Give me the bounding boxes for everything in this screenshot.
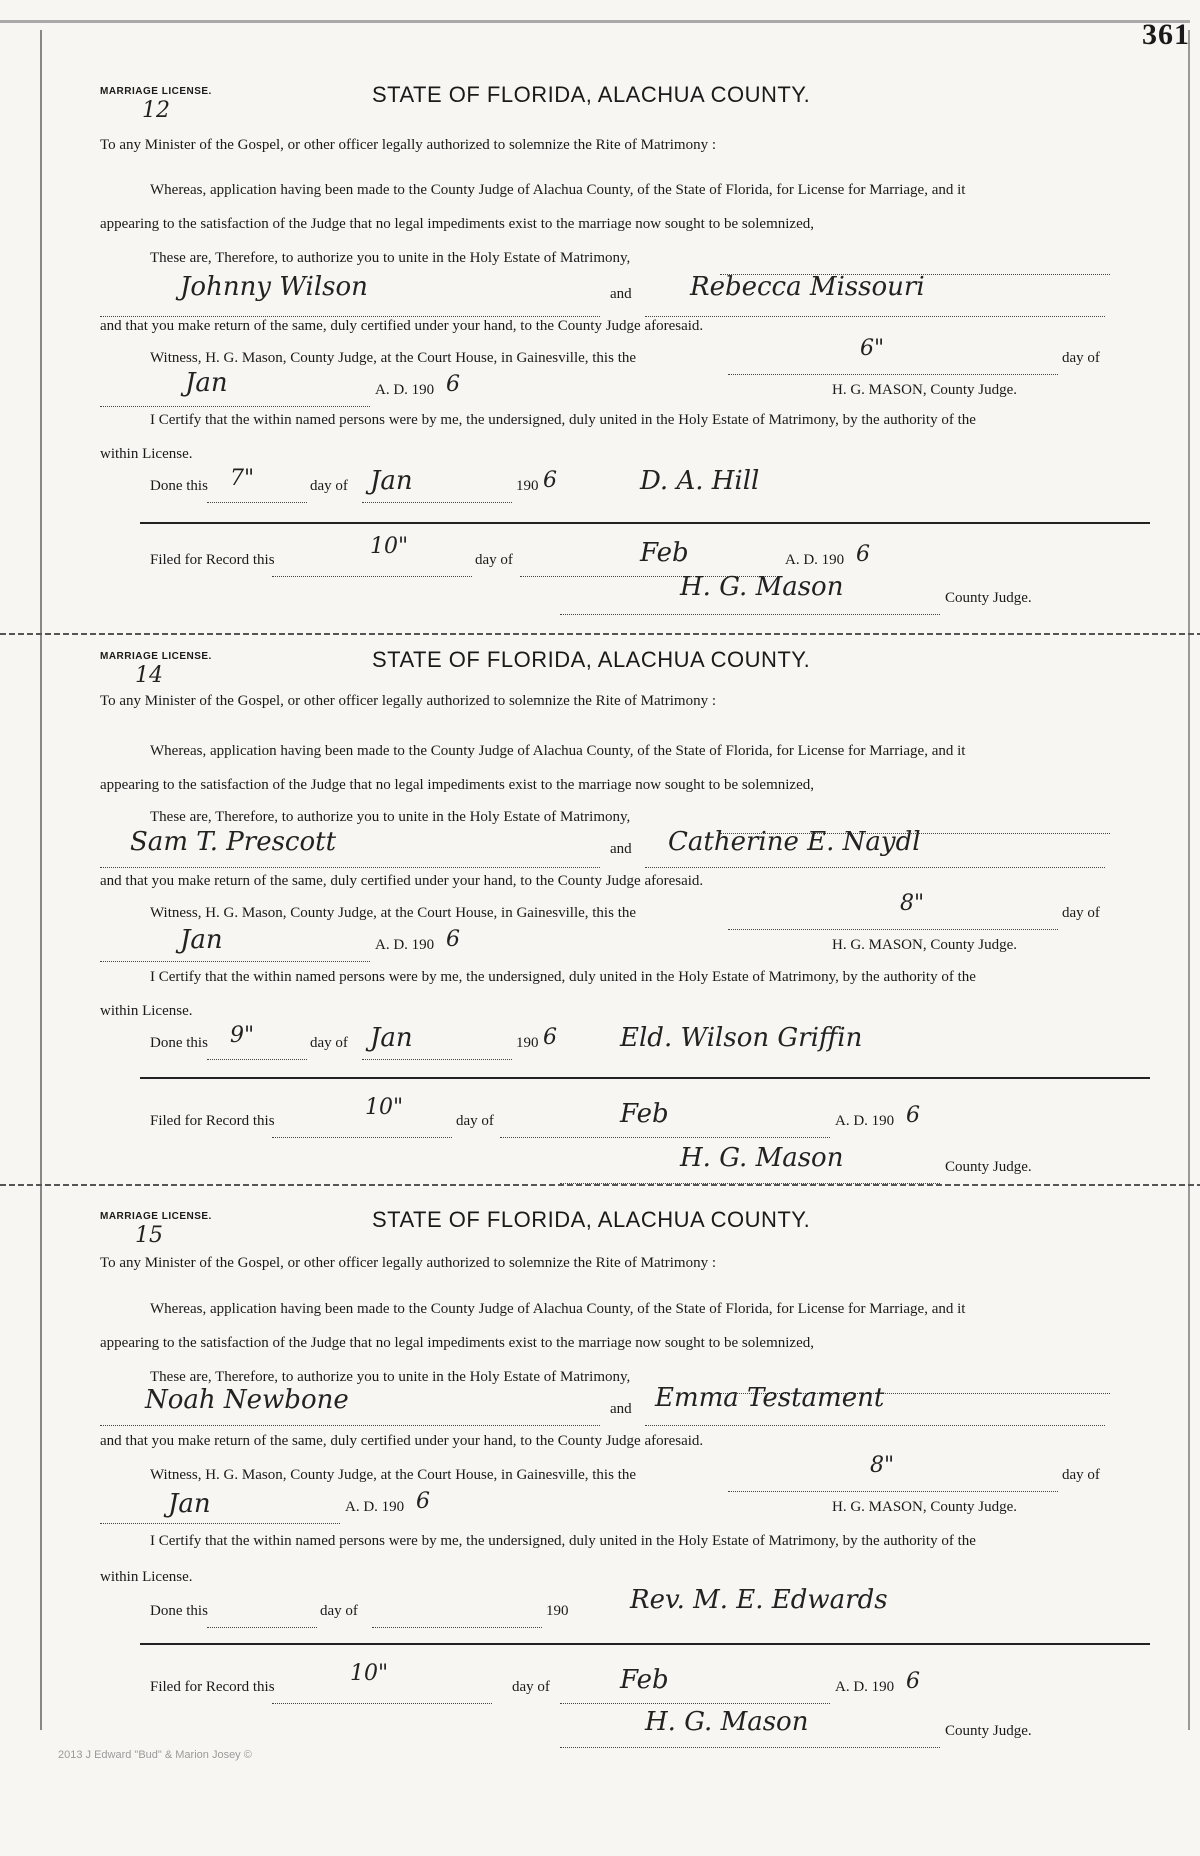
dotted-line	[207, 1058, 307, 1060]
scan-edge-top	[0, 20, 1190, 23]
to-any-minister: To any Minister of the Gospel, or other officer legally authorized to solemnize the Rite of Matrimony :	[100, 1255, 717, 1271]
day-of-text: day of	[1062, 350, 1100, 366]
ad-text: A. D. 190	[375, 382, 435, 398]
return-text: and that you make return of the same, duly certified under your hand, to the County Judge aforesaid.	[100, 1433, 704, 1449]
filed-day: 10"	[365, 1095, 404, 1120]
officiant-signature: Rev. M. E. Edwards	[630, 1585, 888, 1615]
dotted-line	[560, 1702, 830, 1704]
within-license-text: within License.	[100, 446, 193, 462]
dotted-line	[207, 1626, 317, 1628]
county-judge-text: County Judge.	[945, 590, 1032, 606]
license-label: MARRIAGE LICENSE.	[100, 1211, 212, 1222]
groom-name: Noah Newbone	[145, 1385, 349, 1415]
dotted-line	[100, 315, 600, 317]
done-day-of-text: day of	[310, 478, 348, 494]
and-text: and	[610, 286, 632, 302]
dotted-line	[645, 866, 1105, 868]
filed-day-of-text: day of	[512, 1679, 550, 1695]
certify-text: I Certify that the within named persons were by me, the undersigned, duly united in the Holy Estate of Matrimony, by the authority of the	[150, 969, 976, 985]
filed-month: Feb	[620, 1665, 669, 1695]
filed-year: 6	[856, 542, 870, 567]
dotted-line	[100, 1424, 600, 1426]
dotted-line	[100, 1522, 340, 1524]
done-this-text: Done this	[150, 1603, 208, 1619]
done-this-text: Done this	[150, 1035, 208, 1051]
dotted-line	[100, 960, 370, 962]
witness-text: Witness, H. G. Mason, County Judge, at the Court House, in Gainesville, this the	[150, 350, 637, 366]
witness-text: Witness, H. G. Mason, County Judge, at the Court House, in Gainesville, this the	[150, 1467, 637, 1483]
return-text: and that you make return of the same, duly certified under your hand, to the County Judge aforesaid.	[100, 873, 704, 889]
record-divider	[0, 633, 1200, 635]
officiant-signature: Eld. Wilson Griffin	[620, 1023, 863, 1053]
witness-year: 6	[446, 927, 460, 952]
filed-text: Filed for Record this	[150, 1113, 275, 1129]
done-day-of-text: day of	[320, 1603, 358, 1619]
done-year-prefix: 190	[546, 1603, 569, 1619]
these-are-text: These are, Therefore, to authorize you to unite in the Holy Estate of Matrimony,	[150, 250, 631, 266]
filed-ad-text: A. D. 190	[835, 1679, 895, 1695]
dotted-line	[272, 575, 472, 577]
done-this-text: Done this	[150, 478, 208, 494]
record-rule	[140, 1643, 1150, 1645]
dotted-line	[645, 1424, 1105, 1426]
record-rule	[140, 522, 1150, 524]
filed-ad-text: A. D. 190	[785, 552, 845, 568]
license-number: 14	[135, 663, 163, 688]
license-header: STATE OF FLORIDA, ALACHUA COUNTY.	[372, 647, 811, 672]
scan-edge-right	[1188, 30, 1190, 1730]
these-are-text: These are, Therefore, to authorize you to unite in the Holy Estate of Matrimony,	[150, 1369, 631, 1385]
witness-year: 6	[446, 372, 460, 397]
record-rule	[140, 1077, 1150, 1079]
done-year: 6	[543, 468, 557, 493]
county-judge-text: County Judge.	[945, 1723, 1032, 1739]
dotted-line	[728, 373, 1058, 375]
filed-year: 6	[906, 1103, 920, 1128]
done-month: Jan	[370, 1023, 413, 1053]
whereas-text: Whereas, application having been made to the County Judge of Alachua County, of the State of Florida, for License for Marriage, and it	[150, 1301, 966, 1317]
scan-edge-left	[40, 30, 42, 1730]
dotted-line	[207, 501, 307, 503]
filed-day: 10"	[370, 534, 409, 559]
judge-signature: H. G. Mason	[645, 1707, 809, 1737]
filed-day: 10"	[350, 1661, 389, 1686]
done-year-prefix: 190	[516, 1035, 539, 1051]
dotted-line	[100, 866, 600, 868]
filed-text: Filed for Record this	[150, 1679, 275, 1695]
return-text: and that you make return of the same, duly certified under your hand, to the County Judge aforesaid.	[100, 318, 704, 334]
license-number: 12	[142, 98, 170, 123]
day-of-text: day of	[1062, 1467, 1100, 1483]
filed-day-of-text: day of	[475, 552, 513, 568]
filed-month: Feb	[640, 538, 689, 568]
within-license-text: within License.	[100, 1003, 193, 1019]
record-divider	[0, 1184, 1200, 1186]
dotted-line	[645, 315, 1105, 317]
officiant-signature: D. A. Hill	[640, 466, 760, 496]
license-header: STATE OF FLORIDA, ALACHUA COUNTY.	[372, 1207, 811, 1232]
witness-day: 6"	[860, 336, 885, 361]
bride-name: Catherine E. Naydl	[668, 827, 921, 857]
and-text: and	[610, 841, 632, 857]
done-year: 6	[543, 1025, 557, 1050]
dotted-line	[272, 1136, 452, 1138]
judge-text: H. G. MASON, County Judge.	[832, 937, 1018, 953]
witness-day: 8"	[900, 891, 925, 916]
and-text: and	[610, 1401, 632, 1417]
to-any-minister: To any Minister of the Gospel, or other officer legally authorized to solemnize the Rite of Matrimony :	[100, 137, 717, 153]
groom-name: Johnny Wilson	[180, 272, 368, 302]
whereas-text: Whereas, application having been made to the County Judge of Alachua County, of the State of Florida, for License for Marriage, and it	[150, 182, 966, 198]
day-of-text: day of	[1062, 905, 1100, 921]
dotted-line	[100, 405, 370, 407]
license-number: 15	[135, 1223, 163, 1248]
witness-month: Jan	[180, 925, 223, 955]
ad-text: A. D. 190	[345, 1499, 405, 1515]
license-label: MARRIAGE LICENSE.	[100, 86, 212, 97]
done-day: 9"	[230, 1023, 255, 1048]
done-day: 7"	[230, 466, 255, 491]
judge-signature: H. G. Mason	[680, 572, 844, 602]
license-header: STATE OF FLORIDA, ALACHUA COUNTY.	[372, 82, 811, 107]
dotted-line	[560, 613, 940, 615]
dotted-line	[728, 1490, 1058, 1492]
copyright-footer: 2013 J Edward "Bud" & Marion Josey ©	[58, 1749, 252, 1761]
done-month: Jan	[370, 466, 413, 496]
these-are-text: These are, Therefore, to authorize you to unite in the Holy Estate of Matrimony,	[150, 809, 631, 825]
witness-day: 8"	[870, 1453, 895, 1478]
filed-text: Filed for Record this	[150, 552, 275, 568]
whereas-text: Whereas, application having been made to the County Judge of Alachua County, of the State of Florida, for License for Marriage, and it	[150, 743, 966, 759]
dotted-line	[560, 1746, 940, 1748]
filed-year: 6	[906, 1669, 920, 1694]
done-year-prefix: 190	[516, 478, 539, 494]
dotted-line	[728, 928, 1058, 930]
dotted-line	[500, 1136, 830, 1138]
witness-year: 6	[416, 1489, 430, 1514]
county-judge-text: County Judge.	[945, 1159, 1032, 1175]
dotted-line	[362, 1058, 512, 1060]
dotted-line	[362, 501, 512, 503]
witness-month: Jan	[185, 368, 228, 398]
judge-text: H. G. MASON, County Judge.	[832, 1499, 1018, 1515]
appearing-text: appearing to the satisfaction of the Judge that no legal impediments exist to the marriage now sought to be solemnized,	[100, 777, 814, 793]
bride-name: Emma Testament	[655, 1383, 885, 1413]
judge-text: H. G. MASON, County Judge.	[832, 382, 1018, 398]
filed-month: Feb	[620, 1099, 669, 1129]
certify-text: I Certify that the within named persons were by me, the undersigned, duly united in the Holy Estate of Matrimony, by the authority of the	[150, 1533, 976, 1549]
to-any-minister: To any Minister of the Gospel, or other officer legally authorized to solemnize the Rite of Matrimony :	[100, 693, 717, 709]
witness-text: Witness, H. G. Mason, County Judge, at the Court House, in Gainesville, this the	[150, 905, 637, 921]
page-number: 361	[1142, 18, 1190, 51]
dotted-line	[372, 1626, 542, 1628]
bride-name: Rebecca Missouri	[690, 272, 925, 302]
filed-ad-text: A. D. 190	[835, 1113, 895, 1129]
within-license-text: within License.	[100, 1569, 193, 1585]
license-label: MARRIAGE LICENSE.	[100, 651, 212, 662]
appearing-text: appearing to the satisfaction of the Judge that no legal impediments exist to the marriage now sought to be solemnized,	[100, 216, 814, 232]
filed-day-of-text: day of	[456, 1113, 494, 1129]
witness-month: Jan	[168, 1489, 211, 1519]
groom-name: Sam T. Prescott	[130, 827, 337, 857]
dotted-line	[272, 1702, 492, 1704]
judge-signature: H. G. Mason	[680, 1143, 844, 1173]
ad-text: A. D. 190	[375, 937, 435, 953]
done-day-of-text: day of	[310, 1035, 348, 1051]
certify-text: I Certify that the within named persons were by me, the undersigned, duly united in the Holy Estate of Matrimony, by the authority of the	[150, 412, 976, 428]
appearing-text: appearing to the satisfaction of the Judge that no legal impediments exist to the marriage now sought to be solemnized,	[100, 1335, 814, 1351]
